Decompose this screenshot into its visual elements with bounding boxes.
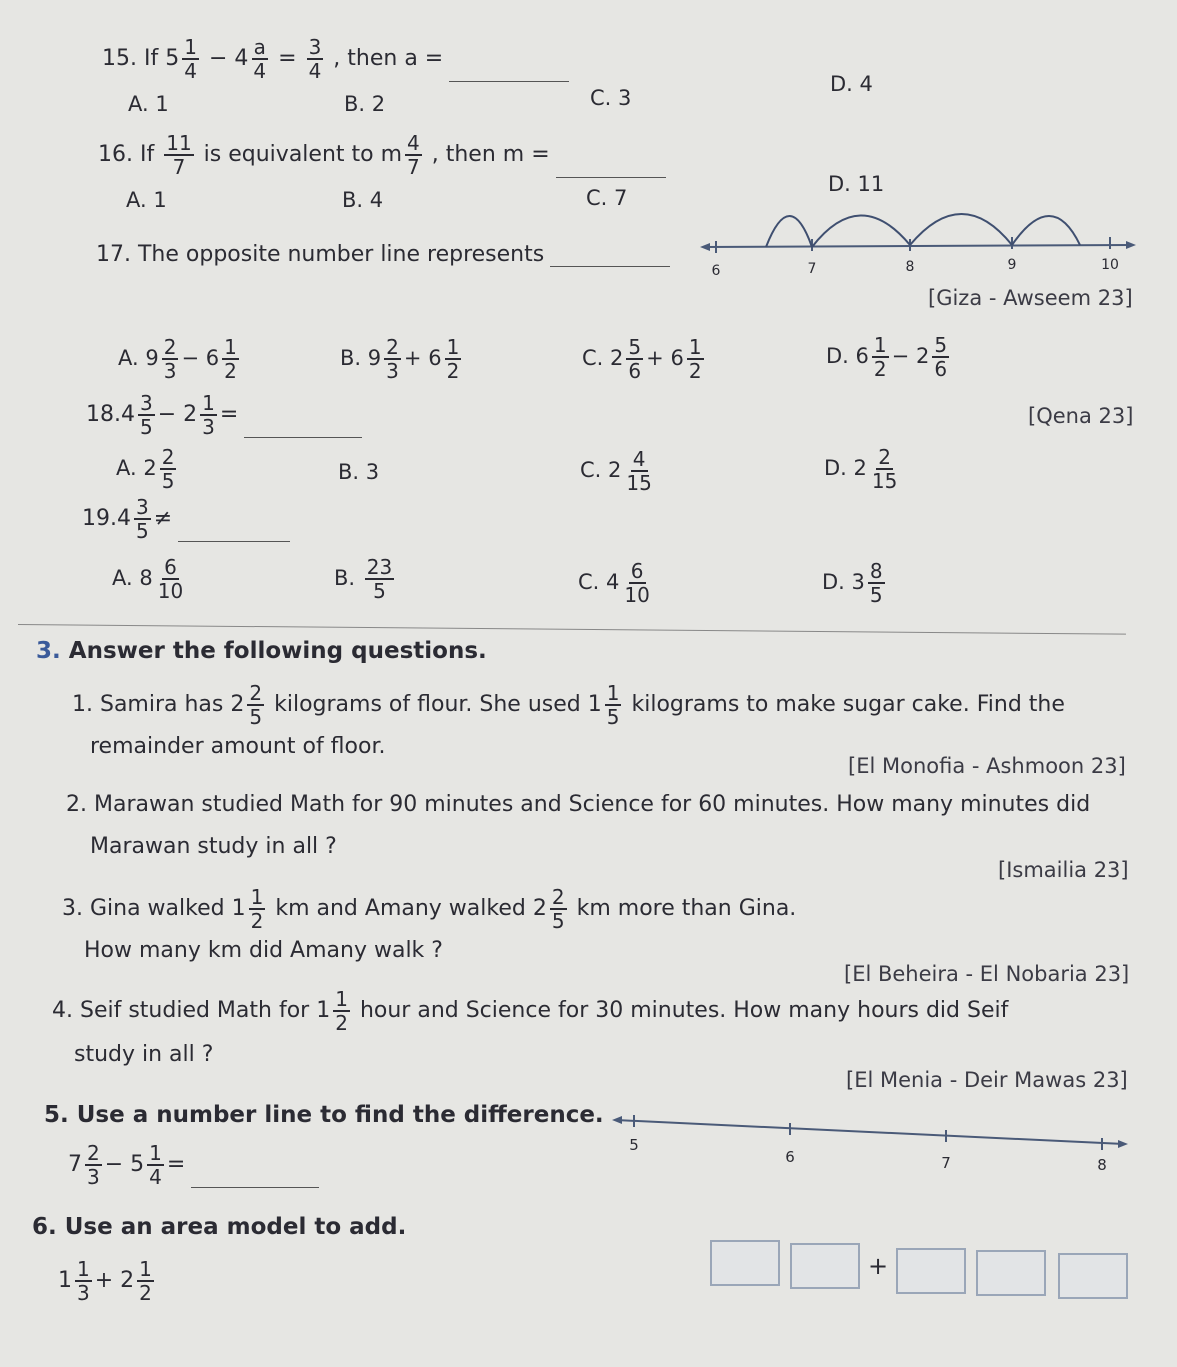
area-model-box[interactable]: [790, 1243, 860, 1289]
number-line-axis: [616, 1120, 1124, 1144]
arrow-left-icon: [700, 243, 710, 251]
tick-label: 6: [785, 1148, 795, 1166]
fraction: $\frac{4}{7}$: [407, 131, 420, 179]
problem-6-expression: 1 $\frac{1}{3}$ + 2 $\frac{1}{2}$: [58, 1257, 152, 1305]
fraction: $\frac{3}{4}$: [308, 35, 322, 83]
q15-option-c[interactable]: C. 3: [590, 86, 632, 110]
area-model-box[interactable]: [976, 1250, 1046, 1296]
tick-label: 8: [1097, 1156, 1107, 1174]
q19-option-d[interactable]: D. 3 $\frac{8}{5}$: [822, 559, 883, 607]
answer-blank[interactable]: [556, 177, 666, 178]
problem-4-source: [El Menia - Deir Mawas 23]: [846, 1068, 1128, 1092]
q15-option-a[interactable]: A. 1: [128, 92, 169, 116]
q17-number-line: [700, 195, 1140, 285]
whole: 5: [165, 46, 180, 71]
answer-blank[interactable]: [550, 266, 670, 267]
section-divider: [18, 624, 1126, 635]
q19-option-a[interactable]: A. 8 $\frac{6}{10}$: [112, 555, 184, 603]
q19-statement: 19.4 $\frac{3}{5}$ ≠: [82, 496, 290, 542]
fraction: $\frac{11}{7}$: [166, 131, 192, 179]
q17-option-a[interactable]: A. 9 $\frac{2}{3}$ − 6 $\frac{1}{2}$: [118, 335, 237, 383]
tick-label: 5: [629, 1136, 639, 1154]
q17-source: [Giza - Awseem 23]: [928, 286, 1133, 310]
area-model-box[interactable]: [710, 1240, 780, 1286]
problem-3: 3. Gina walked 1 $\frac{1}{2}$ km and Amany walked 2 $\frac{2}{5}$ km more than Gina.: [62, 885, 797, 933]
problem-5-title: 5. Use a number line to find the difference.: [44, 1102, 604, 1128]
tick-label: 9: [1007, 257, 1017, 273]
q17-statement: 17. The opposite number line represents: [96, 242, 670, 267]
problem-4: 4. Seif studied Math for 1 $\frac{1}{2}$ hour and Science for 30 minutes. How many hours did Seif: [52, 987, 1009, 1035]
q15-option-b[interactable]: B. 2: [344, 92, 386, 116]
arrow-right-icon: [1126, 241, 1136, 249]
q17-option-d[interactable]: D. 6 $\frac{1}{2}$ − 2 $\frac{5}{6}$: [826, 333, 948, 381]
problem-5-expression: 7 $\frac{2}{3}$ − 5 $\frac{1}{4}$ =: [68, 1142, 319, 1188]
q15-statement: 15. If 5 $\frac{1}{4}$ − 4 $\frac{a}{4}$ = $\frac{3}{4}$ , then a =: [102, 36, 569, 82]
q19-option-b[interactable]: B. $\frac{23}{5}$: [334, 555, 393, 603]
problem-5-number-line[interactable]: [612, 1112, 1132, 1182]
tick-label: 10: [1101, 257, 1119, 273]
problem-4-line2: study in all ?: [74, 1042, 214, 1067]
arrow-right-icon: [1118, 1140, 1128, 1148]
q19-option-c[interactable]: C. 4 $\frac{6}{10}$: [578, 559, 650, 607]
problem-6-title: 6. Use an area model to add.: [32, 1214, 407, 1240]
area-model-box[interactable]: [1058, 1253, 1128, 1299]
problem-3-source: [El Beheira - El Nobaria 23]: [844, 962, 1130, 986]
problem-3-line2: How many km did Amany walk ?: [84, 938, 443, 963]
jump-arcs: [766, 214, 1080, 247]
tick-label: 6: [711, 263, 721, 279]
answer-blank[interactable]: [244, 437, 362, 438]
answer-blank[interactable]: [178, 541, 290, 542]
q18-source: [Qena 23]: [1028, 404, 1134, 428]
problem-1: 1. Samira has 2 $\frac{2}{5}$ kilograms of flour. She used 1 $\frac{1}{5}$ kilograms to make sugar cake. Find the: [72, 681, 1065, 729]
area-model-box[interactable]: [896, 1248, 966, 1294]
problem-1-source: [El Monofia - Ashmoon 23]: [848, 754, 1126, 778]
q18-statement: 18.4 $\frac{3}{5}$ − 2 $\frac{1}{3}$ =: [86, 392, 362, 438]
problem-2-line1: 2. Marawan studied Math for 90 minutes and Science for 60 minutes. How many minutes did: [66, 792, 1091, 817]
q18-option-a[interactable]: A. 2 $\frac{2}{5}$: [116, 445, 175, 493]
q16-option-a[interactable]: A. 1: [126, 188, 167, 212]
section-3-heading: 3. Answer the following questions.: [36, 638, 487, 664]
q16-statement: 16. If $\frac{11}{7}$ is equivalent to m $\frac{4}{7}$ , then m =: [98, 132, 666, 178]
answer-blank[interactable]: [191, 1187, 319, 1188]
q18-option-d[interactable]: D. 2 $\frac{2}{15}$: [824, 445, 898, 493]
number-line-axis: [704, 245, 1132, 247]
q16-option-d[interactable]: D. 11: [828, 172, 885, 196]
q15-option-d[interactable]: D. 4: [830, 72, 873, 96]
q16-option-b[interactable]: B. 4: [342, 188, 384, 212]
tick-label: 7: [941, 1154, 951, 1172]
answer-blank[interactable]: [449, 81, 569, 82]
problem-1-line2: remainder amount of floor.: [90, 734, 386, 759]
q17-option-c[interactable]: C. 2 $\frac{5}{6}$ + 6 $\frac{1}{2}$: [582, 335, 702, 383]
q16-option-c[interactable]: C. 7: [586, 186, 628, 210]
problem-2-source: [Ismailia 23]: [998, 858, 1129, 882]
area-model-plus: +: [868, 1252, 889, 1280]
q18-option-b[interactable]: B. 3: [338, 460, 380, 484]
arrow-left-icon: [612, 1116, 622, 1124]
fraction: $\frac{1}{4}$: [184, 35, 197, 83]
q17-option-b[interactable]: B. 9 $\frac{2}{3}$ + 6 $\frac{1}{2}$: [340, 335, 460, 383]
q18-option-c[interactable]: C. 2 $\frac{4}{15}$: [580, 447, 652, 495]
fraction: $\frac{a}{4}$: [253, 35, 267, 83]
tick-label: 7: [807, 261, 817, 277]
tick-label: 8: [905, 259, 915, 275]
q15-number: 15. If: [102, 46, 159, 71]
problem-2-line2: Marawan study in all ?: [90, 834, 337, 859]
